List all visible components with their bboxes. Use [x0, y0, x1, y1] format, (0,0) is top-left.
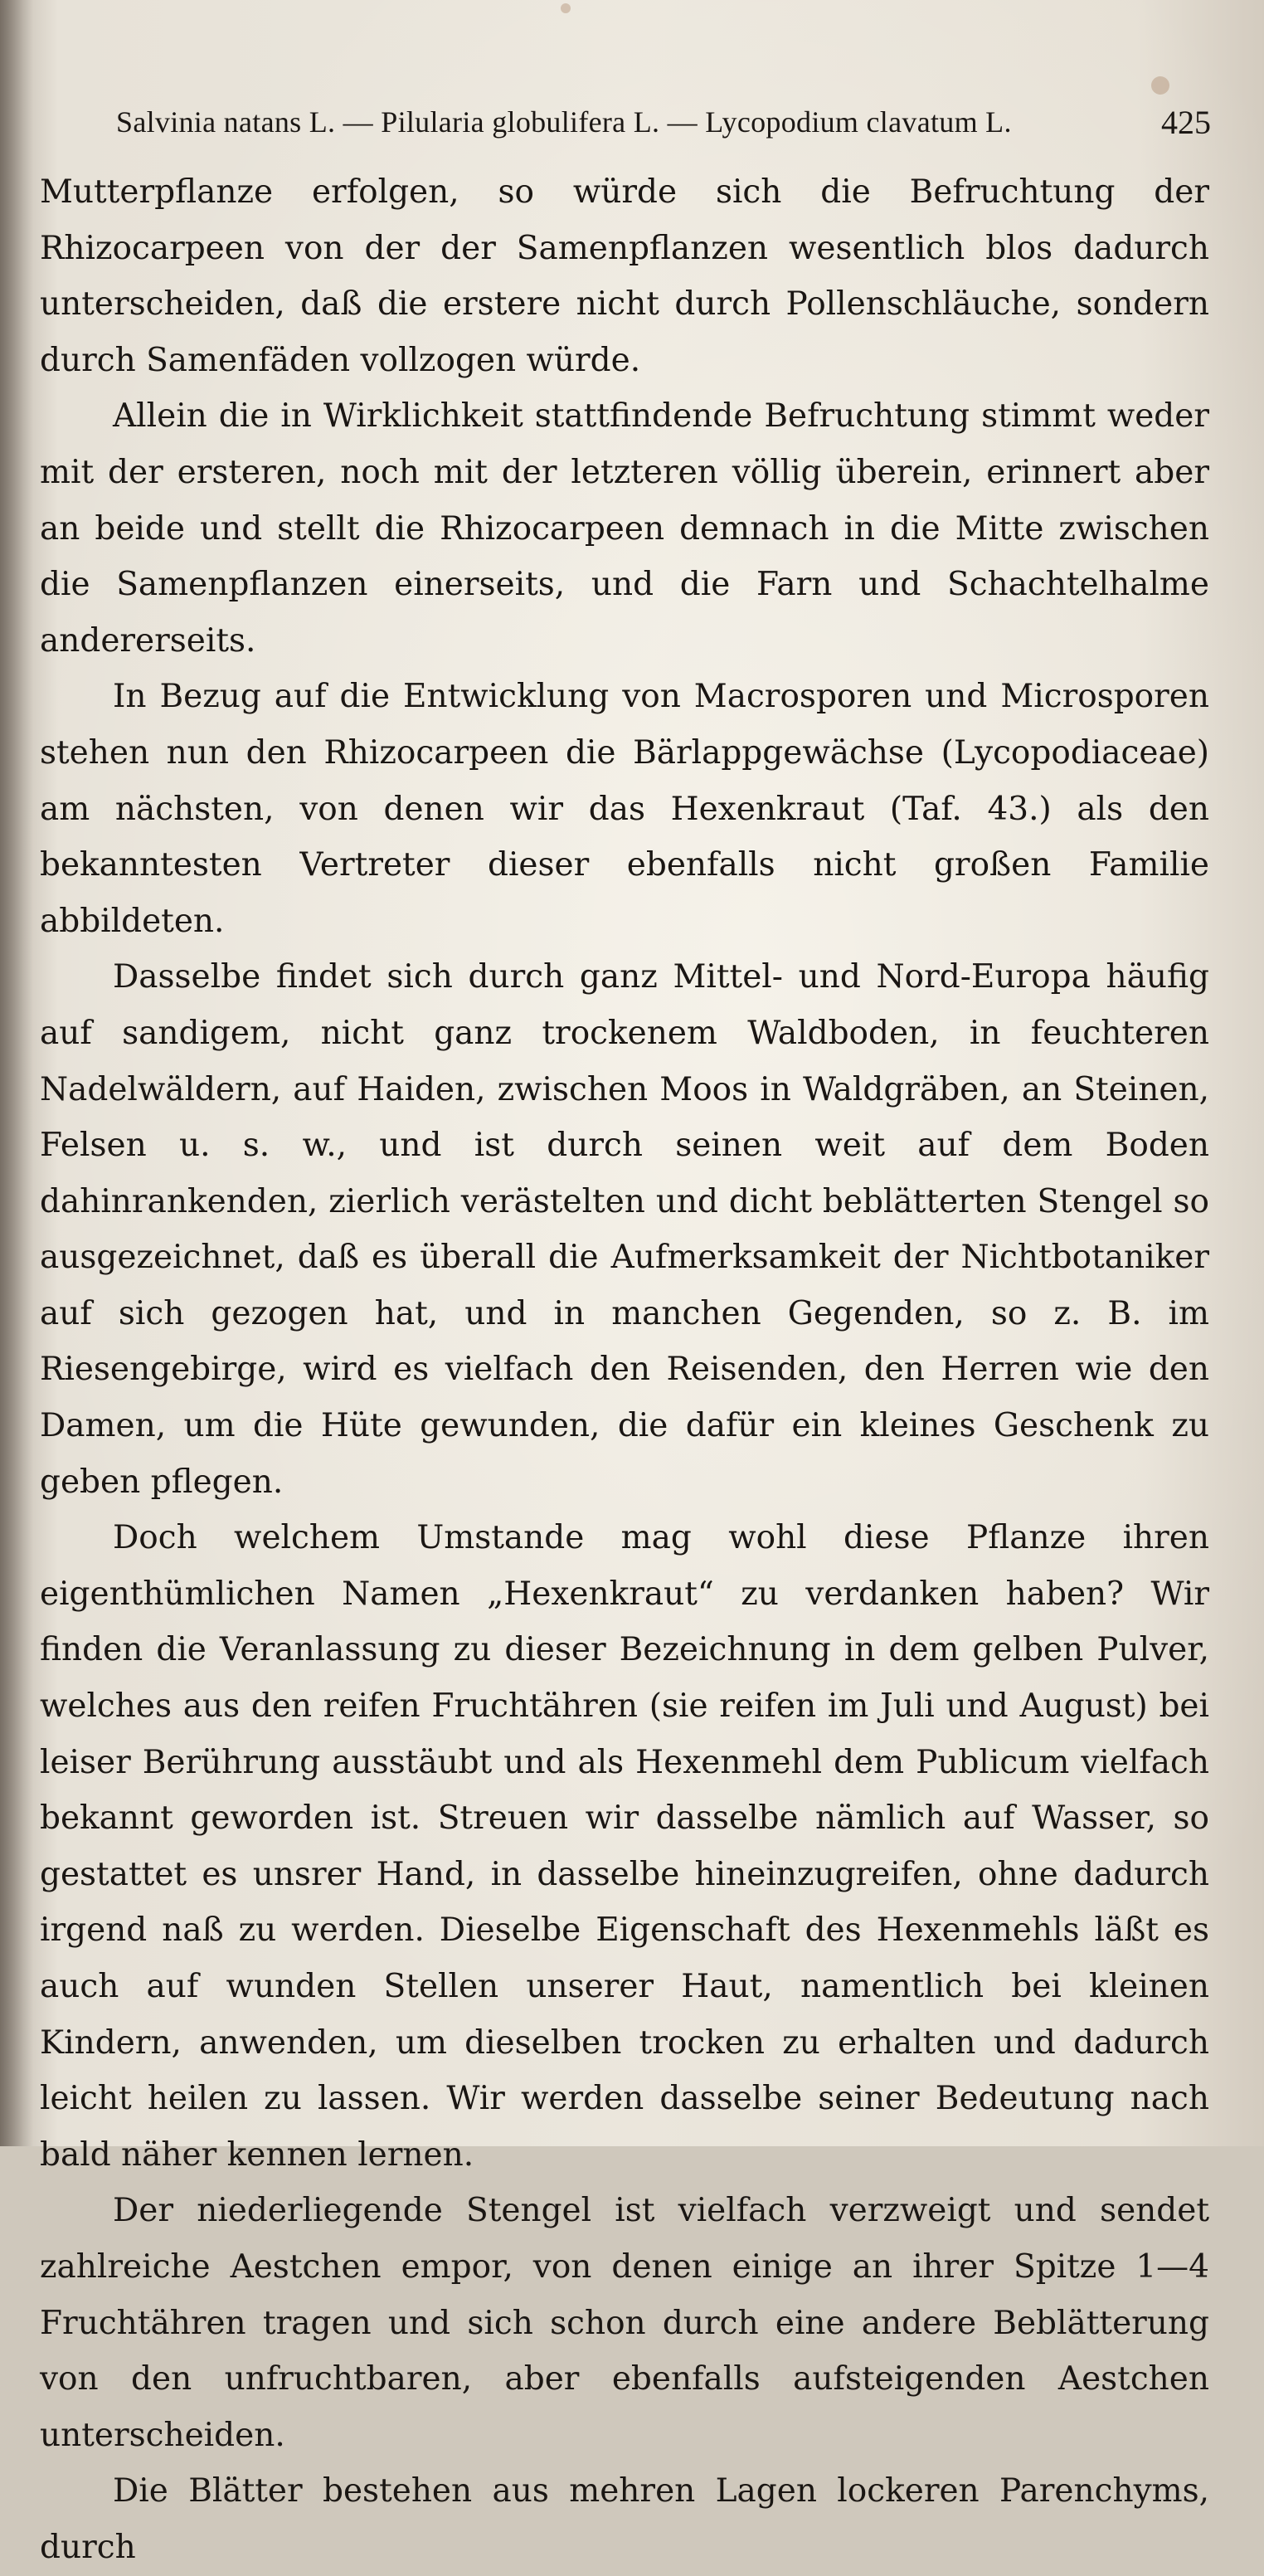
paragraph: Allein die in Wirklichkeit stattfindende Befruchtung stimmt weder mit der ersteren, noch mit der letzteren völlig überein, erinnert aber an beide und stellt die Rhizocarpeen demnach in die Mitte zwischen die Samenpflanzen einerseits, und die Farn und Schachtelhalme andererseits. — [40, 397, 1209, 660]
running-title: Salvinia natans L. — Pilularia globulifera L. — Lycopodium clavatum L. — [116, 105, 1012, 139]
paragraph: Doch welchem Umstande mag wohl diese Pflanze ihren eigenthümlichen Namen „Hexenkraut“ zu verdanken haben? Wir finden die Veranlassung zu dieser Bezeichnung in dem gelben Pulver, welches aus den reifen Fruchtähren (sie reifen im Juli und August) bei leiser Berührung ausstäubt und als Hexenmehl dem Publicum vielfach bekannt geworden ist. Streuen wir dasselbe nämlich auf Wasser, so gestattet es unsrer Hand, in dasselbe hineinzugreifen, ohne dadurch irgend naß zu werden. Dieselbe Eigenschaft des Hexenmehls läßt es auch auf wunden Stellen unserer Haut, namentlich bei kleinen Kindern, anwenden, um dieselben trocken zu erhalten und dadurch leicht heilen zu lassen. Wir werden dasselbe seiner Bedeutung nach bald näher kennen lernen. — [40, 1519, 1209, 2174]
page-number: 425 — [1161, 103, 1211, 141]
paragraph: Mutterpflanze erfolgen, so würde sich die Befruchtung der Rhizocarpeen von der der Samenpflanzen wesentlich blos dadurch unterscheiden, daß die erstere nicht durch Pollenschläuche, sondern durch Samenfäden vollzogen würde. — [40, 173, 1209, 379]
paragraph: In Bezug auf die Entwicklung von Macrosporen und Microsporen stehen nun den Rhizocarpeen die Bärlappgewächse (Lycopodiaceae) am nächsten, von denen wir das Hexenkraut (Taf. 43.) als den bekanntesten Vertreter dieser ebenfalls nicht großen Familie abbildeten. — [40, 678, 1209, 940]
paper-stain — [1151, 76, 1169, 95]
paper-stain — [561, 3, 571, 13]
running-header — [116, 93, 1211, 151]
paragraph: Der niederliegende Stengel ist vielfach verzweigt und sendet zahlreiche Aestchen empor, von denen einige an ihrer Spitze 1—4 Fruchtähren tragen und sich schon durch eine andere Beblätterung von den unfruchtbaren, aber ebenfalls aufsteigenden Aestchen unterscheiden. — [40, 2192, 1209, 2454]
paragraph: Die Blätter bestehen aus mehren Lagen lockeren Parenchyms, durch — [40, 2472, 1209, 2566]
paragraph: Dasselbe findet sich durch ganz Mittel- und Nord-Europa häufig auf sandigem, nicht ganz trockenem Waldboden, in feuchteren Nadelwäldern, auf Haiden, zwischen Moos in Waldgräben, an Steinen, Felsen u. s. w., und ist durch seinen weit auf dem Boden dahinrankenden, zierlich verästelten und dicht beblätterten Stengel so ausgezeichnet, daß es überall die Aufmerksamkeit der Nichtbotaniker auf sich gezogen hat, und in manchen Gegenden, so z. B. im Riesengebirge, wird es vielfach den Reisenden, den Herren wie den Damen, um die Hüte gewunden, die dafür ein kleines Geschenk zu geben pflegen. — [40, 958, 1209, 1501]
page-gutter-shadow — [0, 0, 33, 2146]
body-text — [40, 164, 1209, 2576]
